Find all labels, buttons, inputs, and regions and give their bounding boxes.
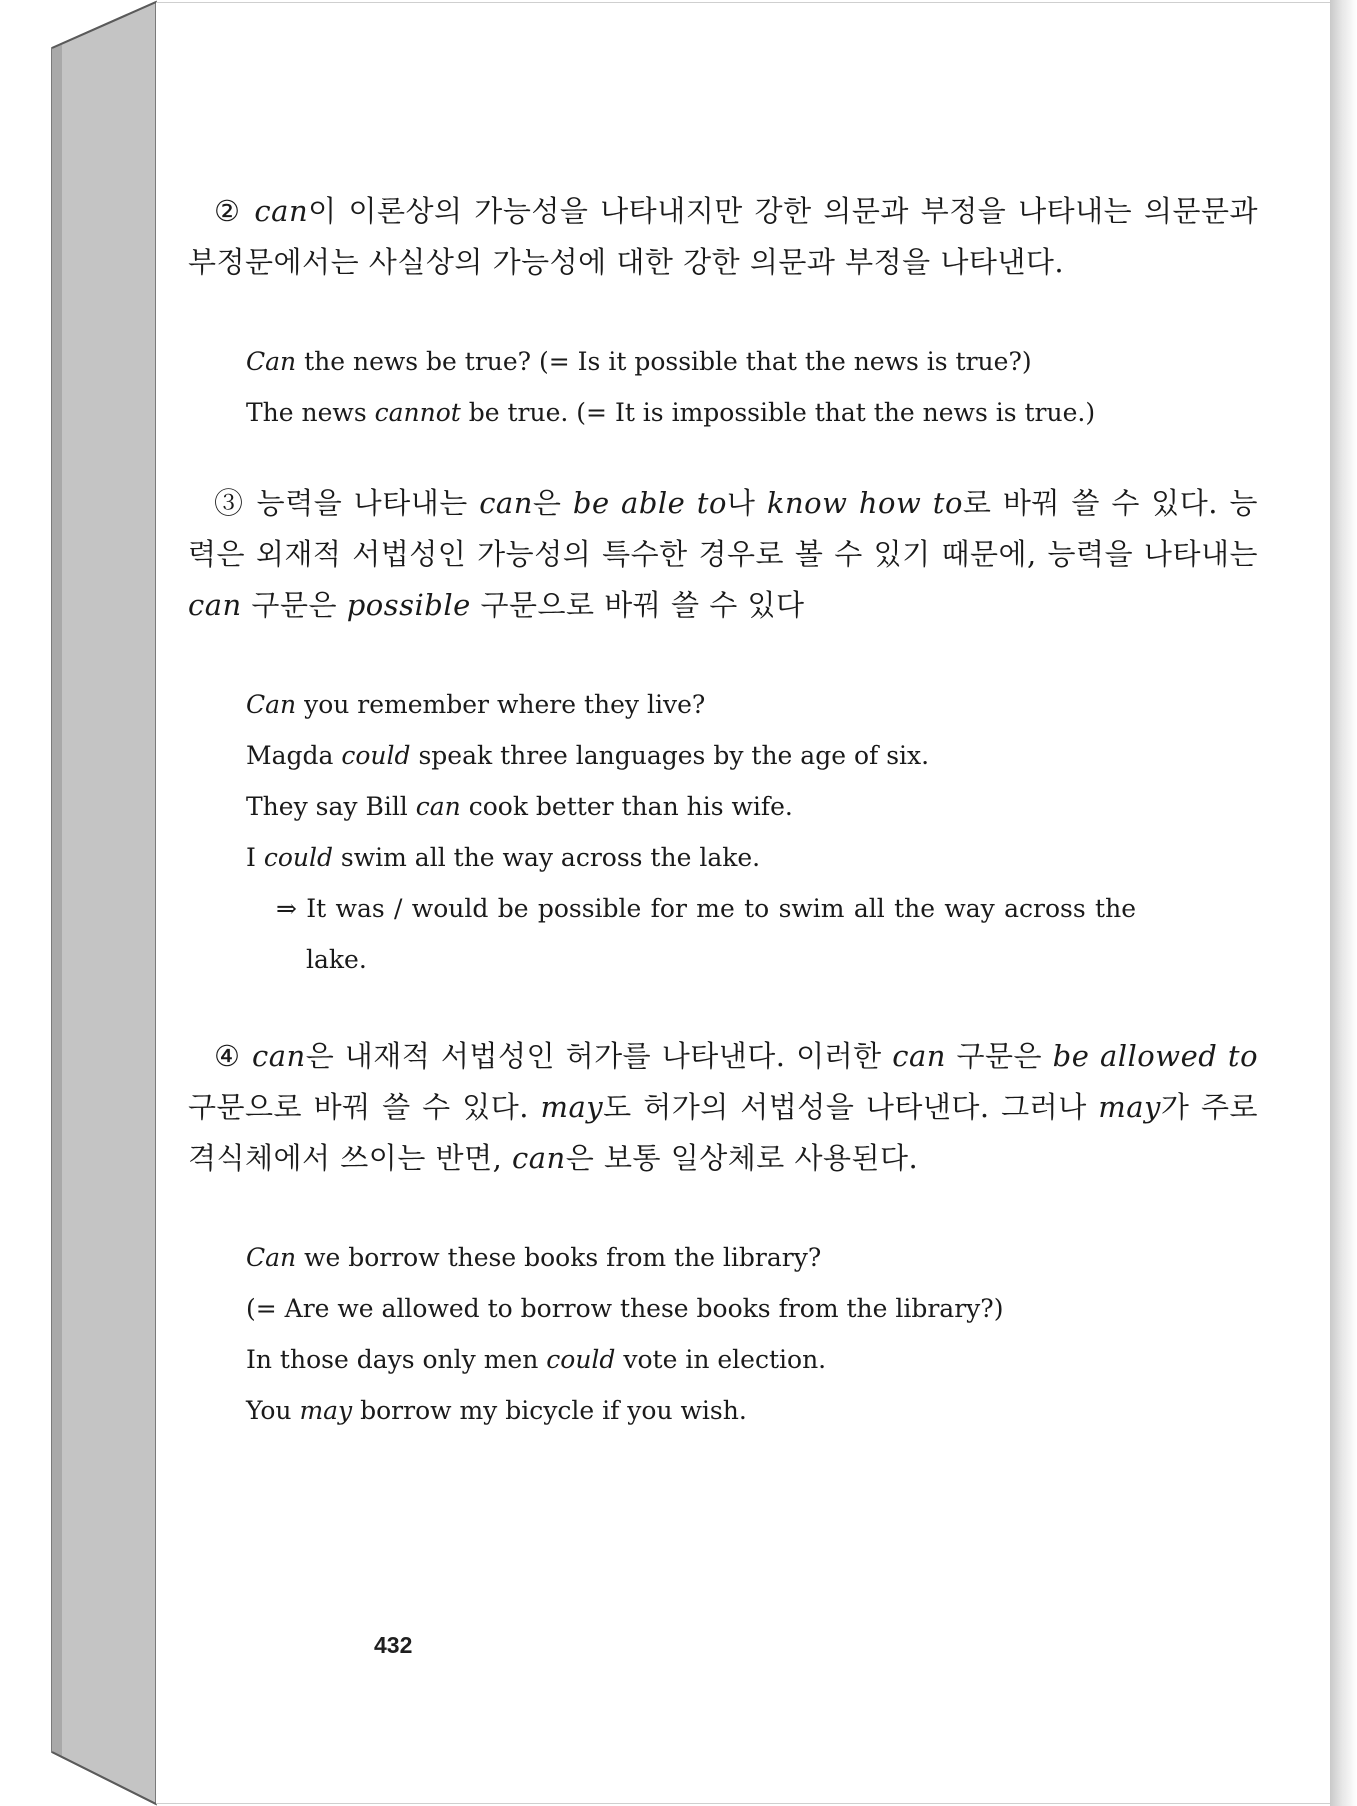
section-4-examples	[246, 1232, 1258, 1436]
italic-term: Can	[246, 347, 297, 376]
italic-term: can	[512, 1141, 566, 1175]
italic-term: could	[546, 1345, 616, 1374]
section-3-paragraph: ③ 능력을 나타내는 can은 be able to나 know how to로 바꿔 쓸 수 있다. 능력은 외재적 서법성인 가능성의 특수한 경우로 볼 수 있기 때문에, 능력을 나타내는 can 구문은 possible 구문으로 바꿔 쓸 수 있다	[188, 486, 1258, 622]
example-line: Can you remember where they live?	[246, 690, 706, 719]
italic-term: could	[263, 843, 333, 872]
book-spine-edge	[0, 0, 160, 1806]
italic-term: can	[415, 792, 461, 821]
italic-term: can	[479, 486, 533, 520]
section-3-examples	[246, 679, 1258, 985]
example-line: Can the news be true? (= Is it possible that the news is true?)	[246, 347, 1032, 376]
example-line: (= Are we allowed to borrow these books from the library?)	[246, 1294, 1004, 1323]
example-line: Can we borrow these books from the library?	[246, 1243, 822, 1272]
section-4-paragraph: ④ can은 내재적 서법성인 허가를 나타낸다. 이러한 can 구문은 be allowed to 구문으로 바꿔 쓸 수 있다. may도 허가의 서법성을 나타낸다. 그러나 may가 주로 격식체에서 쓰이는 반면, can은 보통 일상체로 사용된다.	[188, 1039, 1259, 1175]
page-number: 432	[374, 1632, 413, 1658]
page-content	[188, 186, 1258, 1436]
example-line: Magda could speak three languages by the age of six.	[246, 741, 930, 770]
italic-term: can	[254, 194, 309, 228]
italic-term: can	[892, 1039, 946, 1073]
italic-term: know how to	[766, 486, 963, 520]
italic-term: be allowed to	[1052, 1039, 1259, 1073]
italic-term: can	[188, 588, 242, 622]
italic-term: possible	[346, 588, 471, 622]
page-edge-shadow	[1330, 0, 1357, 1806]
italic-term: could	[341, 741, 411, 770]
italic-term: be able to	[572, 486, 727, 520]
example-line: I could swim all the way across the lake.	[246, 843, 761, 872]
italic-term: can	[251, 1039, 306, 1073]
example-line: You may borrow my bicycle if you wish.	[246, 1396, 747, 1425]
italic-term: may	[299, 1396, 353, 1425]
example-line: In those days only men could vote in election.	[246, 1345, 827, 1374]
section-2-examples	[246, 336, 1258, 438]
example-line: They say Bill can cook better than his wife.	[246, 792, 793, 821]
section-2-paragraph: ② can이 이론상의 가능성을 나타내지만 강한 의문과 부정을 나타내는 의문문과 부정문에서는 사실상의 가능성에 대한 강한 의문과 부정을 나타낸다.	[188, 194, 1259, 279]
italic-term: Can	[246, 1243, 297, 1272]
italic-term: may	[540, 1090, 604, 1124]
italic-term: cannot	[374, 398, 461, 427]
paraphrase-arrow-line: ⇒ It was / would be possible for me to swim all the way across the lake.	[276, 894, 1136, 974]
italic-term: Can	[246, 690, 297, 719]
italic-term: may	[1098, 1090, 1161, 1124]
example-line: The news cannot be true. (= It is impossible that the news is true.)	[246, 398, 1096, 427]
